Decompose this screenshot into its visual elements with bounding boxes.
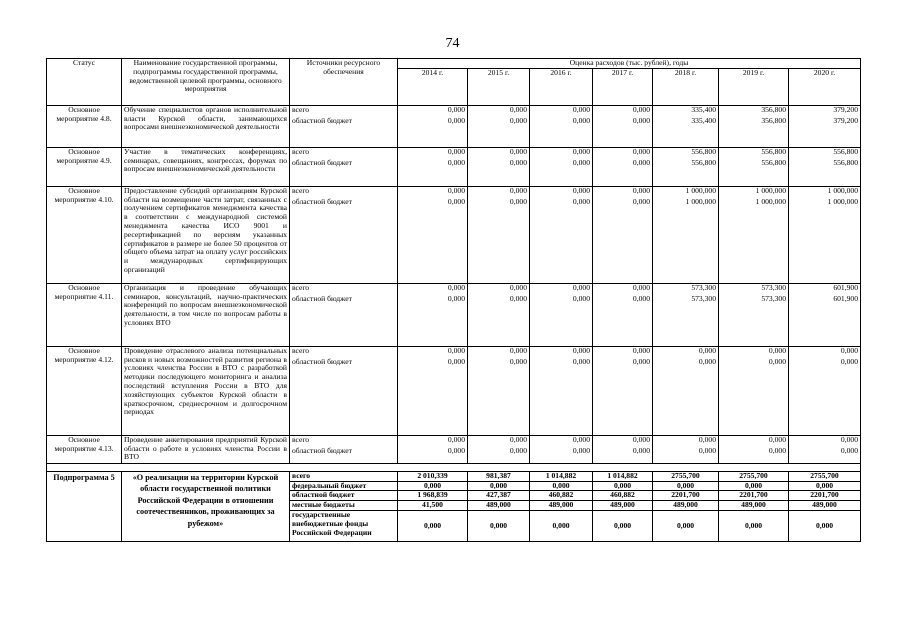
subprogram-source-label: государственные внебюджетные фонды Российской Федерации — [290, 510, 398, 541]
subprogram-value: 1 014,882 — [530, 471, 593, 481]
row-value: 573,300 — [719, 283, 789, 295]
row-name: Участие в тематических конференциях, семинарах, совещаниях, конгрессах, форумах по вопросам внешнеэкономической деятельности — [122, 147, 290, 186]
row-value: 556,800 — [719, 147, 789, 159]
row-value: 0,000 — [398, 186, 468, 198]
row-value: 0,000 — [530, 283, 593, 295]
row-source-label: всего — [290, 147, 398, 159]
row-value: 0,000 — [593, 295, 653, 347]
header-year: 2019 г. — [719, 68, 789, 105]
subprogram-source-label: всего — [290, 471, 398, 481]
row-value: 0,000 — [593, 346, 653, 358]
subprogram-value: 460,882 — [593, 491, 653, 501]
row-value: 0,000 — [653, 447, 719, 464]
row-value: 0,000 — [593, 186, 653, 198]
row-value: 0,000 — [530, 198, 593, 284]
subprogram-value: 0,000 — [593, 481, 653, 491]
subprogram-value: 0,000 — [468, 510, 530, 541]
row-value: 0,000 — [468, 447, 530, 464]
row-value: 556,800 — [789, 147, 861, 159]
row-value: 0,000 — [468, 159, 530, 187]
subprogram-value: 2 010,339 — [398, 471, 468, 481]
row-value: 0,000 — [468, 105, 530, 117]
row-source-label: всего — [290, 186, 398, 198]
row-name: Обучение специалистов органов исполнительной власти Курской области, занимающихся вопросами внешнеэкономической деятельности — [122, 105, 290, 147]
row-source-label: всего — [290, 435, 398, 447]
row-value: 573,300 — [653, 283, 719, 295]
row-source-label: областной бюджет — [290, 159, 398, 187]
row-value: 335,400 — [653, 117, 719, 148]
row-value: 0,000 — [530, 159, 593, 187]
row-value: 0,000 — [789, 346, 861, 358]
row-value: 0,000 — [789, 447, 861, 464]
header-year: 2017 г. — [593, 68, 653, 105]
row-value: 0,000 — [398, 147, 468, 159]
row-value: 0,000 — [468, 358, 530, 436]
row-value: 0,000 — [530, 295, 593, 347]
row-status: Основное мероприятие 4.8. — [47, 105, 122, 147]
row-source-label: всего — [290, 105, 398, 117]
row-value: 0,000 — [398, 435, 468, 447]
header-year: 2014 г. — [398, 68, 468, 105]
row-value: 0,000 — [593, 283, 653, 295]
subprogram-value: 489,000 — [719, 501, 789, 511]
subprogram-value: 1 014,882 — [593, 471, 653, 481]
row-value: 0,000 — [593, 447, 653, 464]
row-source-label: областной бюджет — [290, 358, 398, 436]
subprogram-name: «О реализации на территории Курской области государственной политики Российской Федерации в отношении соотечественников, проживающих за рубежом» — [122, 471, 290, 541]
row-value: 0,000 — [789, 358, 861, 436]
row-status: Основное мероприятие 4.9. — [47, 147, 122, 186]
row-source-label: областной бюджет — [290, 198, 398, 284]
row-value: 0,000 — [468, 147, 530, 159]
subprogram-value: 2755,700 — [789, 471, 861, 481]
row-value: 0,000 — [530, 117, 593, 148]
row-name: Предоставление субсидий организациям Курской области на возмещение части затрат, связанных с получением сертификатов менеджмента качества в соответствии с международной системой менеджмента качества ИСО 9001 и ресертификацией по версиям указанных сертификатов в размере не более 50 процентов от общего объема затрат на оплату услуг российских и международных сертифицирующих организаций — [122, 186, 290, 283]
page-number: 74 — [445, 36, 460, 51]
subprogram-source-label: областной бюджет — [290, 491, 398, 501]
row-value: 0,000 — [530, 105, 593, 117]
row-source-label: областной бюджет — [290, 295, 398, 347]
row-source-label: всего — [290, 283, 398, 295]
row-value: 0,000 — [593, 435, 653, 447]
subprogram-value: 489,000 — [593, 501, 653, 511]
row-value: 556,800 — [789, 159, 861, 187]
row-value: 335,400 — [653, 105, 719, 117]
header-year: 2020 г. — [789, 68, 861, 105]
row-value: 0,000 — [719, 435, 789, 447]
header-source: Источники ресурсного обеспечения — [290, 59, 398, 106]
row-name: Организация и проведение обучающих семинаров, консультаций, научно-практических конференций по вопросам внешнеэкономической деятельности, в том числе по вопросам работы в условиях ВТО — [122, 283, 290, 346]
subprogram-value: 0,000 — [398, 481, 468, 491]
subprogram-value: 0,000 — [468, 481, 530, 491]
row-value: 0,000 — [789, 435, 861, 447]
subprogram-value: 0,000 — [653, 510, 719, 541]
row-value: 0,000 — [530, 358, 593, 436]
row-value: 0,000 — [530, 435, 593, 447]
row-value: 556,800 — [653, 147, 719, 159]
row-value: 1 000,000 — [653, 198, 719, 284]
row-value: 0,000 — [593, 105, 653, 117]
subprogram-value: 0,000 — [719, 481, 789, 491]
row-value: 1 000,000 — [719, 198, 789, 284]
row-value: 556,800 — [719, 159, 789, 187]
row-value: 0,000 — [719, 447, 789, 464]
row-value: 0,000 — [398, 295, 468, 347]
row-value: 0,000 — [468, 117, 530, 148]
subprogram-value: 2755,700 — [653, 471, 719, 481]
row-status: Основное мероприятие 4.13. — [47, 435, 122, 463]
row-value: 1 000,000 — [789, 198, 861, 284]
subprogram-source-label: местные бюджеты — [290, 501, 398, 511]
row-value: 0,000 — [530, 346, 593, 358]
subprogram-status: Подпрограмма 5 — [47, 471, 122, 541]
row-value: 0,000 — [719, 358, 789, 436]
row-status: Основное мероприятие 4.12. — [47, 346, 122, 435]
budget-table — [46, 58, 861, 542]
row-value: 0,000 — [468, 186, 530, 198]
row-value: 1 000,000 — [653, 186, 719, 198]
subprogram-value: 1 968,839 — [398, 491, 468, 501]
subprogram-value: 2201,700 — [719, 491, 789, 501]
subprogram-value: 0,000 — [789, 510, 861, 541]
row-value: 1 000,000 — [719, 186, 789, 198]
header-row — [47, 59, 861, 69]
subprogram-value: 489,000 — [530, 501, 593, 511]
row-value: 573,300 — [719, 295, 789, 347]
row-value: 0,000 — [398, 346, 468, 358]
row-value: 0,000 — [468, 435, 530, 447]
row-source-label: областной бюджет — [290, 447, 398, 464]
row-value: 0,000 — [719, 346, 789, 358]
subprogram-value: 0,000 — [398, 510, 468, 541]
row-value: 0,000 — [398, 358, 468, 436]
subprogram-value: 427,387 — [468, 491, 530, 501]
header-year: 2016 г. — [530, 68, 593, 105]
subprogram-value: 489,000 — [789, 501, 861, 511]
row-source-label: всего — [290, 346, 398, 358]
row-value: 0,000 — [593, 147, 653, 159]
subprogram-value: 2201,700 — [789, 491, 861, 501]
row-value: 356,800 — [719, 105, 789, 117]
subprogram-value: 981,387 — [468, 471, 530, 481]
row-value: 0,000 — [398, 283, 468, 295]
row-value: 601,900 — [789, 283, 861, 295]
row-value: 0,000 — [468, 295, 530, 347]
row-value: 0,000 — [398, 447, 468, 464]
subprogram-value: 0,000 — [530, 481, 593, 491]
row-value: 379,200 — [789, 105, 861, 117]
row-value: 0,000 — [398, 198, 468, 284]
header-estimate: Оценка расходов (тыс. рублей), годы — [398, 59, 861, 69]
row-value: 0,000 — [398, 105, 468, 117]
row-value: 0,000 — [398, 117, 468, 148]
row-value: 0,000 — [398, 159, 468, 187]
row-value: 356,800 — [719, 117, 789, 148]
subprogram-value: 2201,700 — [653, 491, 719, 501]
subprogram-value: 489,000 — [653, 501, 719, 511]
subprogram-source-label: федеральный бюджет — [290, 481, 398, 491]
row-value: 0,000 — [653, 435, 719, 447]
subprogram-value: 2755,700 — [719, 471, 789, 481]
subprogram-value: 0,000 — [719, 510, 789, 541]
row-value: 0,000 — [653, 358, 719, 436]
subprogram-value: 460,882 — [530, 491, 593, 501]
header-name: Наименование государственной программы, подпрограммы государственной программы, ведомственной целевой программы, основного мероприятия — [122, 59, 290, 106]
subprogram-row — [47, 471, 861, 481]
header-year: 2015 г. — [468, 68, 530, 105]
row-value: 1 000,000 — [789, 186, 861, 198]
subprogram-value: 0,000 — [593, 510, 653, 541]
row-value: 601,900 — [789, 295, 861, 347]
row-status: Основное мероприятие 4.11. — [47, 283, 122, 346]
row-value: 0,000 — [530, 447, 593, 464]
row-value: 379,200 — [789, 117, 861, 148]
row-status: Основное мероприятие 4.10. — [47, 186, 122, 283]
row-name: Проведение отраслевого анализа потенциальных рисков и новых возможностей развития региона в условиях членства России в ВТО с разработкой методики последующего мониторинга и анализа последствий вступления России в ВТО для хозяйствующих субъектов Курской области в краткосрочном, среднесрочном и долгосрочном периодах — [122, 346, 290, 435]
row-source-label: областной бюджет — [290, 117, 398, 148]
row-value: 0,000 — [593, 198, 653, 284]
subprogram-value: 489,000 — [468, 501, 530, 511]
subprogram-value: 41,500 — [398, 501, 468, 511]
row-name: Проведение анкетирования предприятий Курской области о работе в условиях членства России в ВТО — [122, 435, 290, 463]
subprogram-value: 0,000 — [530, 510, 593, 541]
row-value: 0,000 — [468, 346, 530, 358]
header-status: Статус — [47, 59, 122, 106]
row-value: 0,000 — [530, 147, 593, 159]
row-value: 0,000 — [593, 358, 653, 436]
row-value: 0,000 — [468, 198, 530, 284]
subprogram-value: 0,000 — [789, 481, 861, 491]
row-value: 0,000 — [653, 346, 719, 358]
subprogram-value: 0,000 — [653, 481, 719, 491]
row-value: 0,000 — [593, 159, 653, 187]
row-value: 573,300 — [653, 295, 719, 347]
row-value: 0,000 — [530, 186, 593, 198]
row-value: 0,000 — [593, 117, 653, 148]
row-value: 0,000 — [468, 283, 530, 295]
header-year: 2018 г. — [653, 68, 719, 105]
row-value: 556,800 — [653, 159, 719, 187]
